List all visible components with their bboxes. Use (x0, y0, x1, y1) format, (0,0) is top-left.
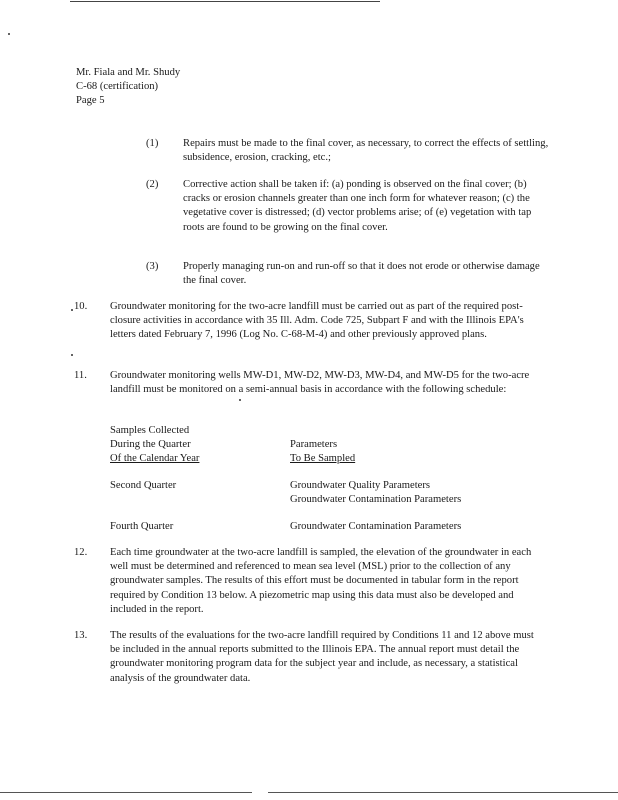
condition-number: 10. (74, 301, 88, 312)
subitem-text: Repairs must be made to the final cover, as necessary, to correct the effects of settling, subsidence, erosion, cracking, etc.; (183, 138, 549, 164)
subitem-text: Corrective action shall be taken if: (a) ponding is observed on the final cover; (b) cracks or erosion channels greater than one inch form for whatever reason; (c) the vegetative cover is distressed; (d) vector problems arise; of (e) vegetation with tap roots are found to be growing on the final cover. (183, 179, 532, 233)
schedule-col1-header-line: During the Quarter (110, 439, 191, 450)
condition-text: The results of the evaluations for the two-acre landfill required by Conditions 11 and 12 above must be included in the annual reports submitted to the Illinois EPA. The annual report must detail the groundwater monitoring program data for the subject year and include, as necessary, a statistical analysis of the groundwater data. (110, 630, 534, 684)
schedule-col2-header-line: To Be Sampled (290, 453, 356, 464)
condition-number: 11. (74, 370, 87, 381)
subitem-number: (1) (146, 138, 159, 149)
condition-text: Each time groundwater at the two-acre landfill is sampled, the elevation of the groundwater in each well must be determined and referenced to mean sea level (MSL) prior to the collection of any groundwater samples. The results of this effort must be documented in tabular form in the report required by Condition 13 below. A piezometric map using this data must also be developed and included in the report. (110, 547, 532, 615)
condition-text: Groundwater monitoring for the two-acre landfill must be carried out as part of the required post-closure activities in accordance with 35 Ill. Adm. Code 725, Subpart F and with the Illinois EPA's letters dated February 7, 1996 (Log No. C-68-M-4) and other previously approved plans. (110, 301, 524, 341)
header-recipients: Mr. Fiala and Mr. Shudy (76, 67, 181, 78)
schedule-parameter: Groundwater Contamination Parameters (290, 494, 462, 505)
schedule-parameter: Groundwater Quality Parameters (290, 480, 431, 491)
header-reference: C-68 (certification) (76, 81, 159, 92)
schedule-quarter: Second Quarter (110, 480, 177, 491)
scan-speck (71, 309, 73, 311)
condition-number: 12. (74, 547, 88, 558)
schedule-quarter: Fourth Quarter (110, 521, 174, 532)
scan-edge-top (70, 1, 380, 2)
condition-text: Groundwater monitoring wells MW-D1, MW-D2, MW-D3, MW-D4, and MW-D5 for the two-acre landfill must be monitored on a semi-annual basis in accordance with the following schedule: (110, 370, 530, 396)
schedule-col1-header-line: Samples Collected (110, 425, 190, 436)
scan-edge-bottom-right (268, 792, 618, 793)
condition-number: 13. (74, 630, 88, 641)
subitem-number: (3) (146, 261, 159, 272)
header-page: Page 5 (76, 95, 105, 106)
subitem-number: (2) (146, 179, 159, 190)
scan-speck (239, 399, 241, 401)
schedule-parameter: Groundwater Contamination Parameters (290, 521, 462, 532)
scan-speck (71, 354, 73, 356)
scan-edge-bottom-left (0, 792, 252, 793)
schedule-col2-header-line: Parameters (290, 439, 338, 450)
scan-speck (8, 33, 10, 35)
subitem-text: Properly managing run-on and run-off so that it does not erode or otherwise damage the final cover. (183, 261, 540, 287)
schedule-col1-header-line: Of the Calendar Year (110, 453, 200, 464)
